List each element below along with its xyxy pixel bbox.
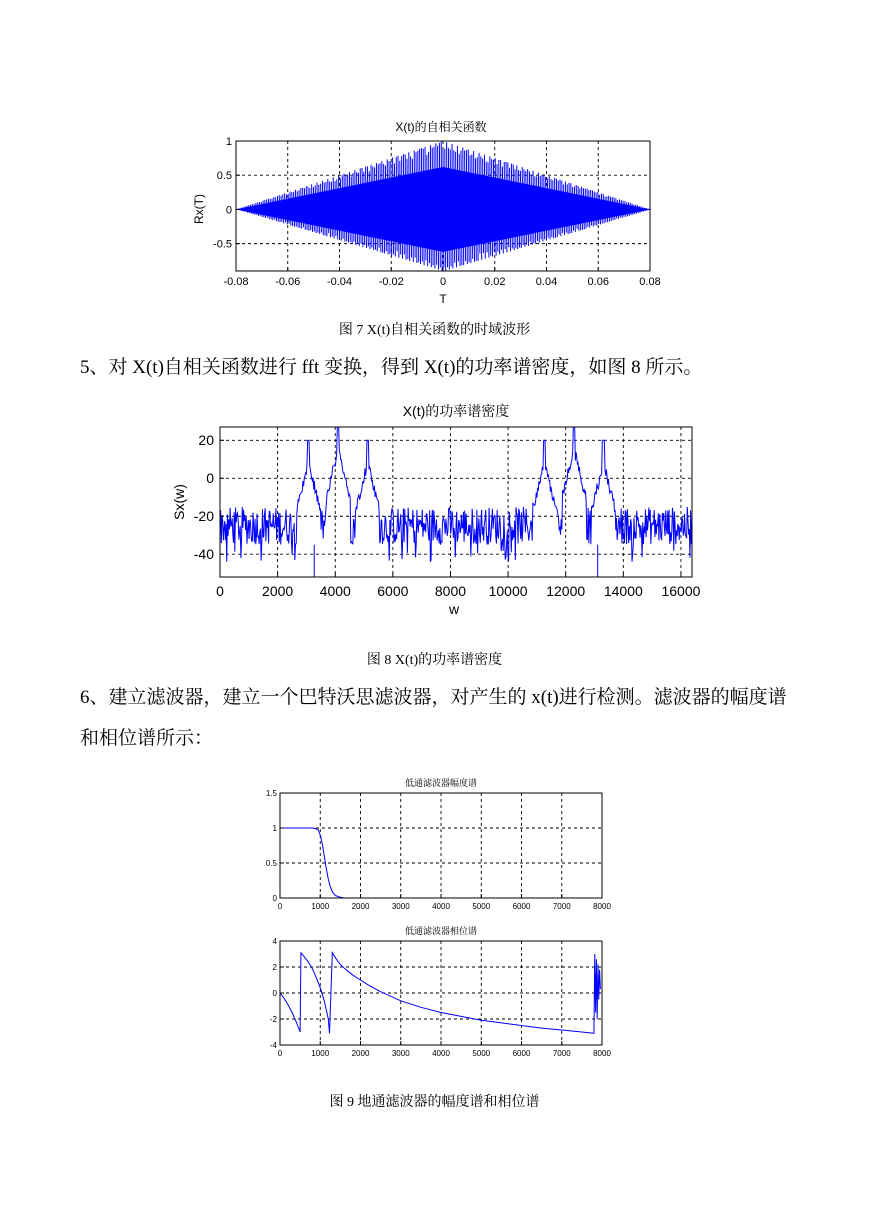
y-axis-label: Sx(w) <box>171 484 187 520</box>
autocorrelation-series <box>236 142 651 271</box>
y-tick-label: 1.5 <box>265 788 277 798</box>
x-tick-label: 2000 <box>262 583 294 599</box>
x-tick-label: 0 <box>277 902 283 911</box>
x-tick-label: 3000 <box>391 902 410 911</box>
x-tick-label: 6000 <box>512 1049 531 1058</box>
figure-9-caption: 图 9 地通滤波器的幅度谱和相位谱 <box>329 1095 540 1110</box>
autocorrelation-chart <box>180 112 680 334</box>
x-tick-label: 7000 <box>552 902 571 911</box>
x-tick-label: 8000 <box>434 583 467 599</box>
magnitude-chart <box>255 774 620 914</box>
x-tick-label: 4000 <box>432 1049 450 1058</box>
x-tick-label: 5000 <box>472 1049 491 1058</box>
y-tick-label: 2 <box>272 962 277 972</box>
x-tick-label: 4000 <box>432 902 450 911</box>
plot-frame <box>280 793 602 898</box>
x-tick-label: 0.08 <box>639 276 661 288</box>
x-tick-label: 2000 <box>351 902 370 911</box>
x-tick-label: -0.04 <box>326 276 353 288</box>
y-tick-label: 1 <box>272 823 277 833</box>
y-axis-label: Rx(T) <box>192 194 206 224</box>
figure-7-caption: 图 7 X(t)自相关函数的时域波形 <box>338 323 531 338</box>
x-tick-label: 0.02 <box>484 276 506 288</box>
x-tick-label: 10000 <box>488 583 528 599</box>
x-axis-label: w <box>448 601 460 617</box>
y-tick-label: 4 <box>272 936 277 946</box>
x-tick-label: 8000 <box>593 1049 611 1058</box>
x-tick-label: 0.04 <box>535 276 558 288</box>
x-tick-label: 1000 <box>311 1049 330 1058</box>
x-tick-label: 3000 <box>391 1049 410 1058</box>
x-tick-label: 8000 <box>593 902 611 911</box>
x-tick-label: 1000 <box>311 902 330 911</box>
chart-title: 低通滤波器幅度谱 <box>404 778 478 788</box>
x-tick-label: 14000 <box>603 583 643 599</box>
y-tick-label: 0 <box>272 988 277 998</box>
y-tick-label: -40 <box>193 546 214 563</box>
x-tick-label: 2000 <box>351 1049 370 1058</box>
x-tick-label: 0 <box>216 583 224 599</box>
x-tick-label: 5000 <box>472 902 491 911</box>
y-tick-label: -2 <box>269 1014 277 1024</box>
phase-chart <box>255 922 620 1067</box>
x-axis-label: T <box>439 292 447 306</box>
y-tick-label: 20 <box>198 432 214 449</box>
x-tick-label: 16000 <box>661 583 701 599</box>
x-tick-label: 4000 <box>319 583 351 599</box>
y-tick-label: 1 <box>225 135 232 148</box>
psd-chart <box>165 400 710 620</box>
x-tick-label: 12000 <box>546 583 586 599</box>
paragraph-5: 5、对 X(t)自相关函数进行 fft 变换，得到 X(t)的功率谱密度，如图 8 所示。 <box>80 357 703 378</box>
chart-title: X(t)的功率谱密度 <box>402 403 510 419</box>
x-tick-label: 7000 <box>552 1049 571 1058</box>
y-tick-label: -4 <box>269 1040 277 1050</box>
x-tick-label: 0 <box>277 1049 283 1058</box>
x-tick-label: -0.06 <box>275 276 301 288</box>
x-tick-label: -0.08 <box>223 276 249 288</box>
y-tick-label: -0.5 <box>213 238 232 251</box>
x-tick-label: 0.06 <box>587 276 609 288</box>
y-tick-label: -20 <box>193 508 214 525</box>
psd-line <box>220 427 692 562</box>
figure-8-caption: 图 8 X(t)的功率谱密度 <box>366 653 503 668</box>
chart-title: X(t)的自相关函数 <box>395 120 487 134</box>
paragraph-6: 6、建立滤波器，建立一个巴特沃思滤波器，对产生的 x(t)进行检测。滤波器的幅度谱和相位谱所示： <box>80 687 787 749</box>
x-tick-label: 6000 <box>512 902 531 911</box>
y-tick-label: 0 <box>272 893 277 903</box>
x-tick-label: -0.02 <box>378 276 404 288</box>
x-tick-label: 0 <box>439 276 447 288</box>
x-tick-label: 6000 <box>377 583 409 599</box>
y-tick-label: 0 <box>225 204 232 217</box>
y-tick-label: 0.5 <box>216 170 232 183</box>
chart-title: 低通滤波器相位谱 <box>404 926 478 936</box>
autocorrelation-core <box>236 167 650 252</box>
y-tick-label: 0.5 <box>265 858 277 868</box>
y-tick-label: 0 <box>206 470 214 487</box>
